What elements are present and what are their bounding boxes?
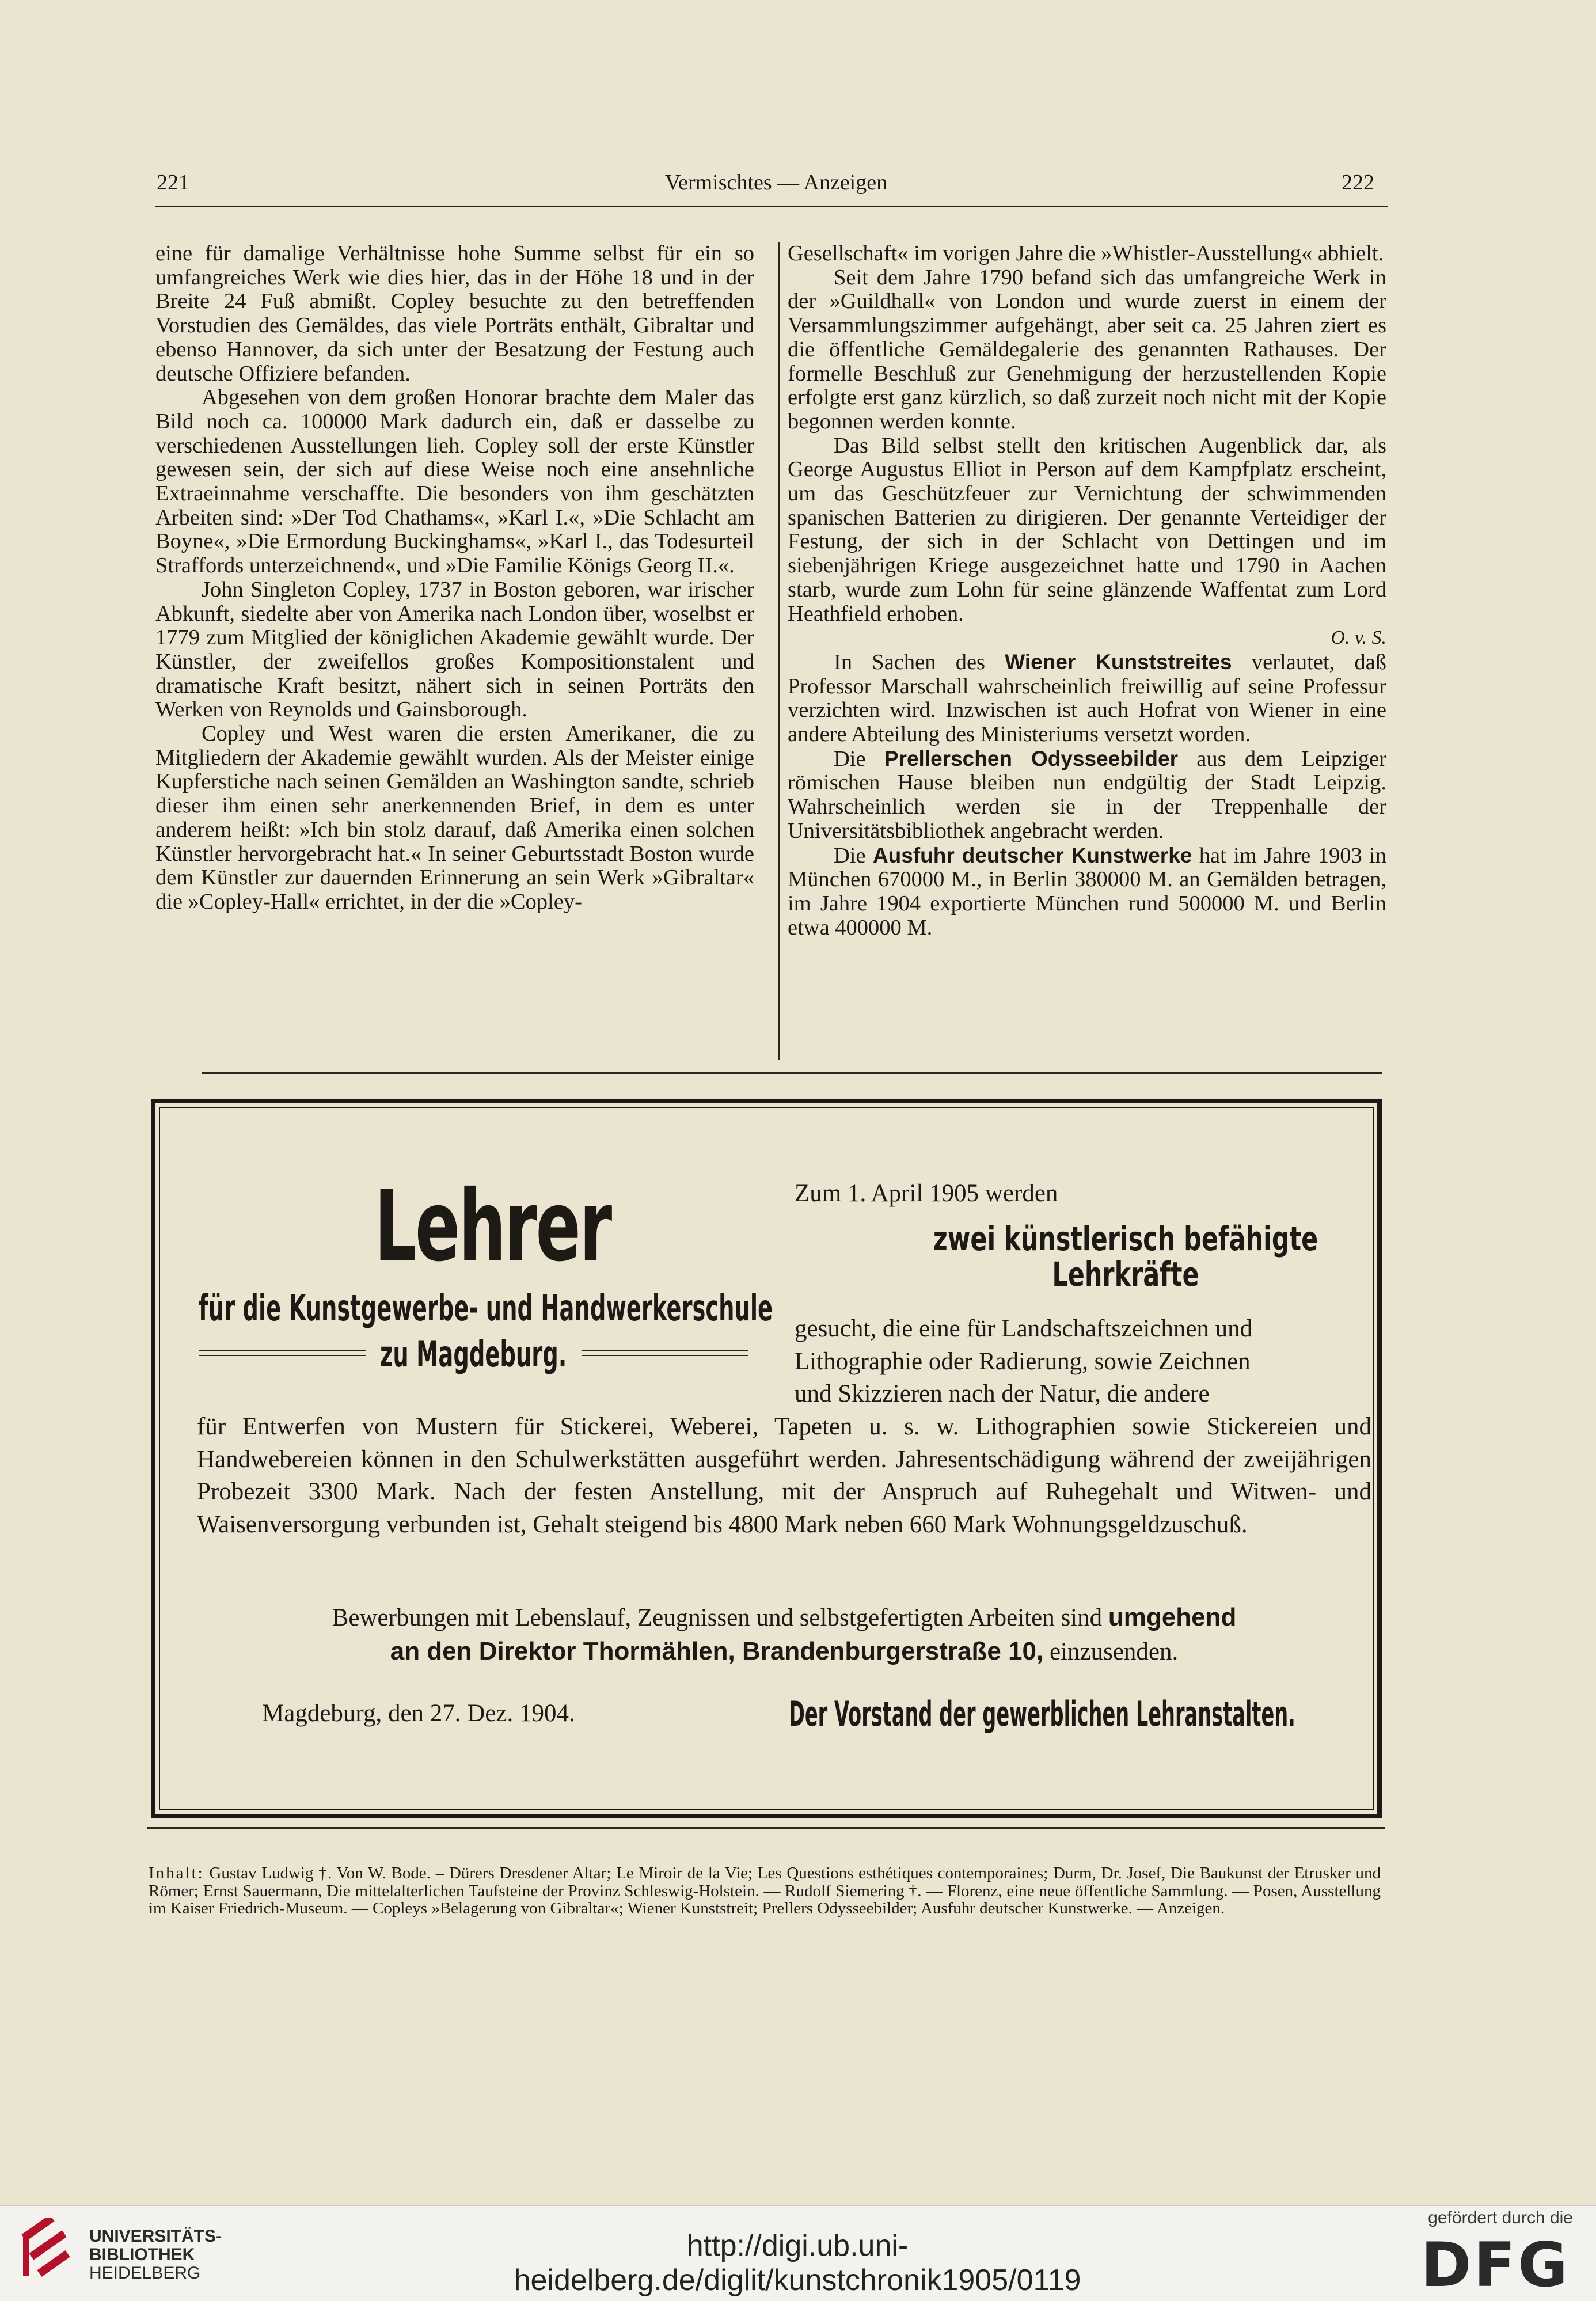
library-name-line: UNIVERSITÄTS- <box>89 2227 222 2246</box>
page-number-right: 222 <box>1342 170 1374 195</box>
running-title: Vermischtes — Anzeigen <box>664 170 888 195</box>
right-paragraph-kunststreit <box>788 650 1386 747</box>
ad-headline: Lehrer <box>374 1170 611 1284</box>
ad-side-lines <box>795 1313 1373 1411</box>
text-span: Bewerbungen mit Lebenslauf, Zeugnissen und selbstgefertigten Arbeiten sind <box>332 1604 1103 1631</box>
university-library-logo-icon <box>16 2218 79 2281</box>
permalink-url[interactable]: http://digi.ub.uni-heidelberg.de/diglit/kunstchronik1905/0119 <box>514 2229 1081 2297</box>
ad-side-line: und Skizzieren nach der Natur, die andere <box>795 1380 1210 1407</box>
ad-application <box>197 1601 1371 1669</box>
bold-keyword: umgehend <box>1108 1603 1237 1631</box>
dfg-logo: DFG <box>1420 2230 1570 2300</box>
library-name <box>89 2227 222 2283</box>
left-paragraph-3: John Singleton Copley, 1737 in Boston geboren, war irischer Abkunft, siedelte aber von Amerika nach London über, woselbst er 1779 zum Mitglied der königlichen Akademie gewählt wurde. Der Künstler, der zweifellos großes Kompositionstalent und dramatische Kraft besitzt, nähert sich in seinen Porträts den Werken von Reynolds und Gainsborough. <box>155 577 754 722</box>
sponsor-note: gefördert durch die <box>1428 2208 1573 2227</box>
header-rule <box>155 206 1388 207</box>
library-name-line: BIBLIOTHEK <box>89 2245 195 2264</box>
text-span: hat im Jahre 1903 in München 670000 M., in Berlin 380000 M. an Gemälden betragen, im Jahre 1904 exportierte München rund 500000 M. und Berlin etwa 400000 M. <box>788 843 1387 940</box>
ad-body: für Entwerfen von Mustern für Stickerei, Weberei, Tapeten u. s. w. Lithographien sowie Stickereien und Handwebereien können in den Schulwerkstätten ausgeführt werden. Jahresentschädigung während der zweijährigen Probezeit 3300 Mark. Nach der festen Anstellung, mit der Anspruch auf Ruhegehalt und Witwen- und Waisenversorgung verbunden ist, Gehalt steigend bis 4800 Mark neben 660 Mark Wohnungsgeldzuschuß. <box>197 1413 1371 1538</box>
ad-city: zu Magdeburg. <box>380 1333 567 1375</box>
bold-address: an den Direktor Thormählen, Brandenburgerstraße 10, <box>390 1637 1044 1665</box>
text-span: In Sachen des <box>834 650 1005 674</box>
ad-subhead: für die Kunstgewerbe- und Handwerkerschule <box>199 1287 773 1329</box>
bold-keyword: Ausfuhr deutscher Kunstwerke <box>872 843 1192 867</box>
left-column <box>155 242 754 914</box>
ornamental-double-rule <box>582 1350 748 1356</box>
table-of-contents <box>149 1865 1381 1918</box>
ornamental-double-rule <box>199 1350 366 1356</box>
right-paragraph-1: Gesellschaft« im vorigen Jahre die »Whistler-Ausstellung« abhielt. <box>788 241 1384 265</box>
ad-highlight <box>891 1221 1360 1292</box>
left-paragraph-2: Abgesehen von dem großen Honorar brachte dem Maler das Bild noch ca. 100000 Mark dadurch ein, daß er dasselbe zu verschiedenen Ausstellungen lieh. Copley soll der erste Künstler gewesen sein, der sich auf diese Weise noch eine ansehnliche Extraeinnahme verschaffte. Die besonders von ihm geschätzten Arbeiten sind: »Der Tod Chathams«, »Karl I.«, »Die Schlacht am Boyne«, »Die Ermordung Buckinghams«, »Karl I., das Todesurteil Straffords unterzeichnend«, und »Die Familie Königs Georg II.«. <box>155 385 754 578</box>
contents-label: Inhalt: <box>149 1864 204 1882</box>
ad-signature: Der Vorstand der gewerblichen Lehranstalten. <box>789 1694 1295 1734</box>
section-rule <box>202 1072 1382 1074</box>
library-name-line: HEIDELBERG <box>89 2264 201 2283</box>
ad-date: Magdeburg, den 27. Dez. 1904. <box>262 1700 575 1727</box>
bold-keyword: Prellerschen Odysseebilder <box>884 746 1178 770</box>
text-span: Die <box>834 746 884 771</box>
contents-text: Gustav Ludwig †. Von W. Bode. – Dürers Dresdener Altar; Le Miroir de la Vie; Les Questions esthétiques contemporaines; Durm, Dr. Josef, Die Baukunst der Etrusker und Römer; Ernst Sauermann, Die mittelalterlichen Taufsteine der Provinz Schleswig-Holstein. — Rudolf Siemering †. — Florenz, eine neue öffentliche Sammlung. — Posen, Ausstellung im Kaiser Friedrich-Museum. — Copleys »Belagerung von Gibraltar«; Wiener Kunststreit; Prellers Odysseebilder; Ausfuhr deutscher Kunstwerke. — Anzeigen. <box>149 1864 1381 1918</box>
right-paragraph-3: Das Bild selbst stellt den kritischen Augenblick dar, als George Augustus Elliot in Person auf dem Kampfplatz erscheint, um das Geschützfeuer zur Vernichtung der schwimmenden spanischen Batterien zu dirigieren. Der genannte Verteidiger der Festung, der sich in der Schlacht von Dettingen und im siebenjährigen Kriege ausgezeichnet hatte und 1790 in Aachen starb, wurde zum Lohn für seine glänzende Waffentat zum Lord Heathfield erhoben. <box>788 433 1386 626</box>
page-number-left: 221 <box>157 170 189 195</box>
text-span: aus dem Leipziger römischen Hause bleiben nun endgültig der Stadt Leipzig. Wahrscheinlich werden sie in der Treppenhalle der Universitätsbibliothek angebracht werden. <box>788 746 1386 843</box>
ad-side-line: Lithographie oder Radierung, sowie Zeichnen <box>795 1347 1251 1375</box>
text-span: verlautet, daß Professor Marschall wahrscheinlich freiwillig auf seine Professur verzichten wird. Inzwischen ist auch Hofrat von Wiener in eine andere Abteilung des Ministeriums versetzt worden. <box>788 650 1386 747</box>
author-initials: O. v. S. <box>1331 627 1386 649</box>
right-column <box>788 242 1386 940</box>
text-span: Die <box>834 843 873 868</box>
bold-keyword: Wiener Kunststreites <box>1005 650 1232 674</box>
ad-highlight-line-2: Lehrkräfte <box>1052 1255 1199 1294</box>
column-rule <box>778 242 780 1060</box>
bottom-rule <box>147 1827 1385 1829</box>
left-paragraph-4: Copley und West waren die ersten Amerikaner, die zu Mitgliedern der Akademie gewählt wurden. Als der Meister einige Kupferstiche nach seinen Gemälden an Washington sandte, schrieb dieser ihm einen sehr anerkennenden Brief, in dem es unter anderem heißt: »Ich bin stolz darauf, daß Amerika einen solchen Künstler hervorgebracht hat.« In seiner Geburtsstadt Boston wurde dem Künstler zur dauernden Erinnerung an sein Werk »Gibraltar« die »Copley-Hall« errichtet, in der die »Copley- <box>155 722 754 914</box>
left-paragraph-1: eine für damalige Verhältnisse hohe Summe selbst für ein so umfangreiches Werk wie dies hier, das in der Höhe 18 und in der Breite 24 Fuß abmißt. Copley besuchte zu den betreffenden Vorstudien des Gemäldes, das viele Porträts enthält, Gibraltar und ebenso Hannover, da sich unter der Besatzung der Festung auch deutsche Offiziere befanden. <box>155 241 754 386</box>
right-paragraph-ausfuhr <box>788 844 1386 940</box>
ad-side-line: gesucht, die eine für Landschaftszeichnen und <box>795 1315 1253 1342</box>
text-span: einzusenden. <box>1049 1638 1179 1665</box>
right-paragraph-odyssee <box>788 747 1386 844</box>
right-paragraph-2: Seit dem Jahre 1790 befand sich das umfangreiche Werk in der »Guildhall« von London und wurde zuerst in einem der Versammlungszimmer aufgehängt, aber seit ca. 25 Jahren ziert es die öffentliche Gemäldegalerie des genannten Rathauses. Der formelle Beschluß zur Genehmigung der herzustellenden Kopie erfolgte erst ganz kürzlich, so daß zurzeit noch nicht mit der Kopie begonnen werden konnte. <box>788 265 1386 434</box>
ad-intro: Zum 1. April 1905 werden <box>795 1180 1058 1207</box>
ad-highlight-line-1: zwei künstlerisch befähigte <box>933 1219 1318 1258</box>
